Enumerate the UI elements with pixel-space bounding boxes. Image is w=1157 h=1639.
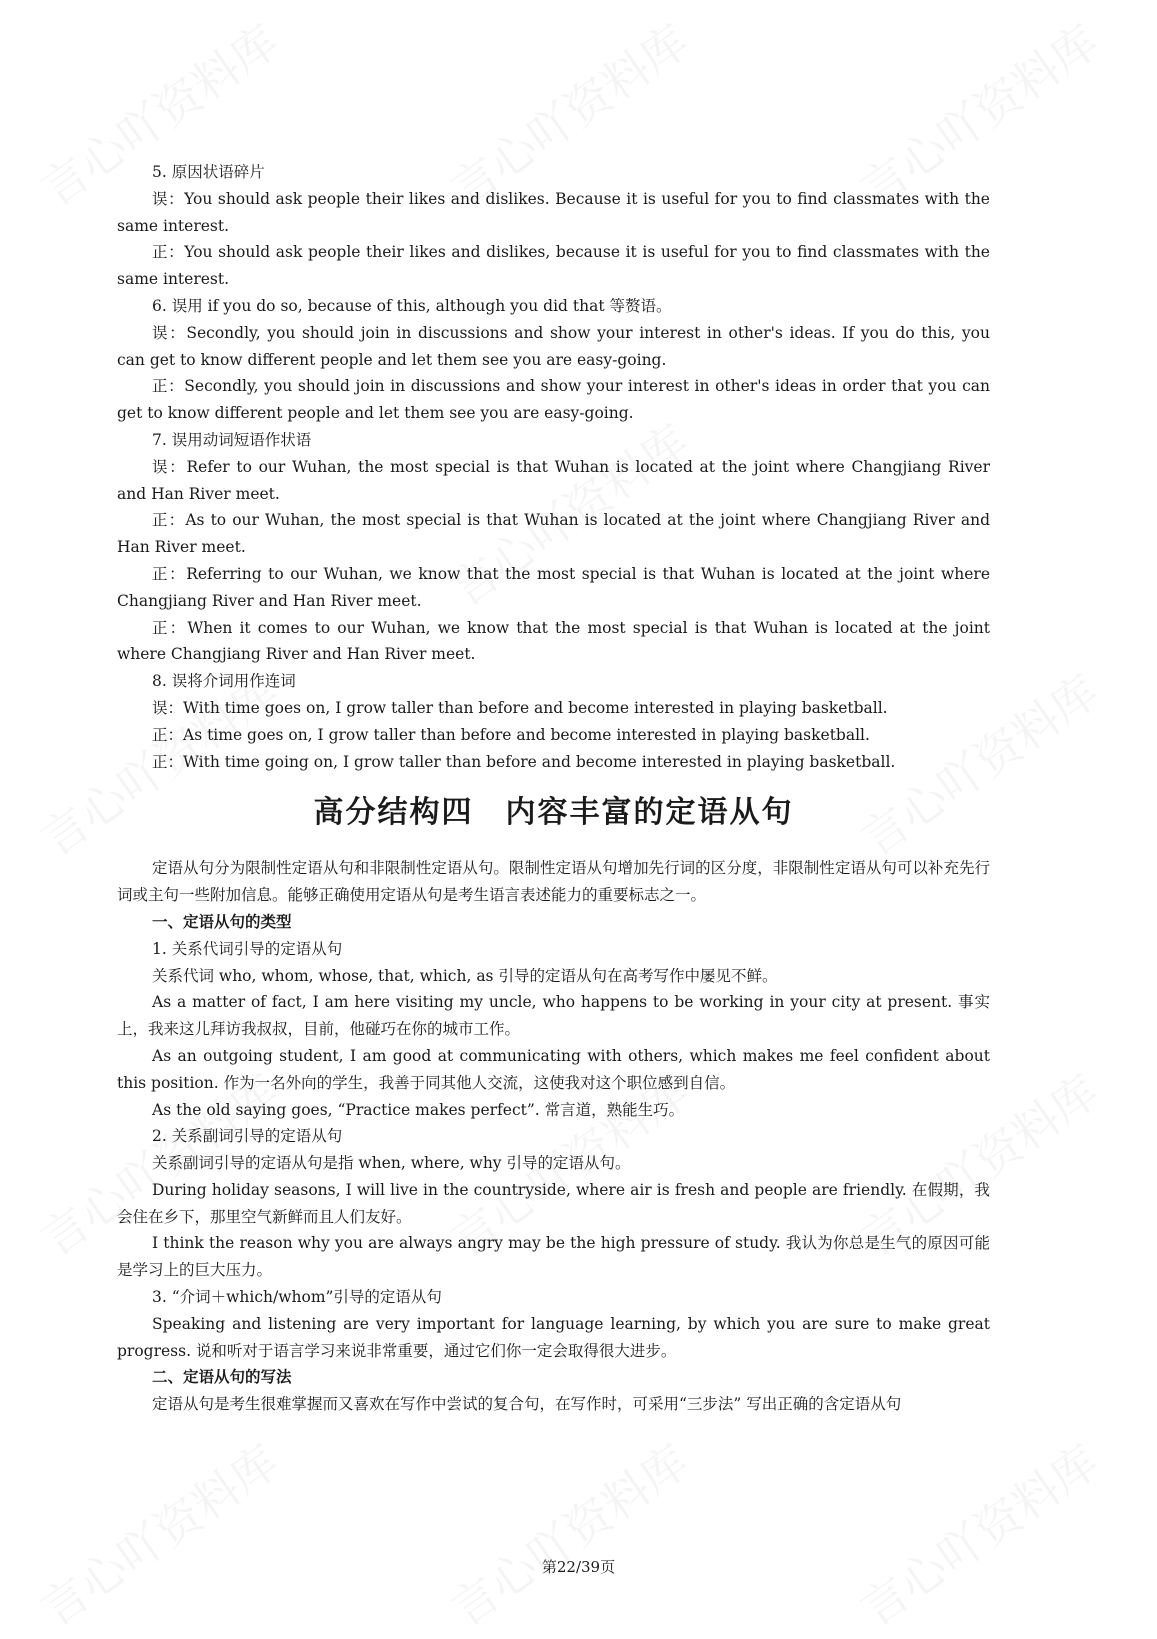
wrong-example: 误：Refer to our Wuhan, the most special is that Wuhan is located at the joint where Changjiang River and Han River meet. (117, 457, 990, 503)
correct-example: 正：Referring to our Wuhan, we know that the most special is that Wuhan is located at the joint where Changjiang River and Han River meet. (117, 564, 990, 610)
example: I think the reason why you are always angry may be the high pressure of study. 我认为你总是生气的原因可能是学习上的巨大压力。 (117, 1234, 990, 1280)
subheading: 7. 误用动词短语作状语 (152, 430, 312, 449)
correct-example: 正：As time goes on, I grow taller than before and become interested in playing basketball. (152, 725, 870, 744)
heading: 二、定语从句的写法 (152, 1367, 292, 1387)
watermark (26, 1427, 290, 1639)
wrong-example: 误：You should ask people their likes and dislikes. Because it is useful for you to find classmates with the same interest. (117, 189, 990, 235)
page-number: 第22/39页 (541, 1558, 616, 1576)
subheading: 1. 关系代词引导的定语从句 (152, 939, 343, 958)
heading: 一、定语从句的类型 (152, 911, 292, 931)
correct-example: 正：With time going on, I grow taller than before and become interested in playing basketball. (152, 752, 896, 771)
example: As a matter of fact, I am here visiting my uncle, who happens to be working in your city at present. 事实上，我来这儿拜访我叔叔，目前，他碰巧在你的城市工作。 (117, 993, 990, 1039)
paragraph: 关系副词引导的定语从句是指 when, where, why 引导的定语从句。 (152, 1154, 631, 1173)
subheading: 8. 误将介词用作连词 (152, 672, 296, 691)
paragraph: 定语从句是考生很难掌握而又喜欢在写作中尝试的复合句，在写作时，可采用“三步法” 写出正确的含定语从句 (152, 1395, 902, 1414)
example: During holiday seasons, I will live in the countryside, where air is fresh and people are friendly. 在假期，我会住在乡下，那里空气新鲜而且人们友好。 (117, 1180, 990, 1226)
example: As an outgoing student, I am good at communicating with others, which makes me feel confident about this position. 作为一名外向的学生，我善于同其他人交流，这使我对这个职位感到自信。 (117, 1046, 990, 1092)
wrong-example: 误：Secondly, you should join in discussions and show your interest in other's ideas. If you do this, you can get to know different people and let them see you are easy-going. (117, 323, 990, 369)
subheading: 3. “介词＋which/whom”引导的定语从句 (152, 1288, 442, 1307)
correct-example: 正：Secondly, you should join in discussions and show your interest in other's ideas in order that you can get to know different people and let them see you are easy-going. (117, 377, 990, 423)
correct-example: 正：You should ask people their likes and dislikes, because it is useful for you to find classmates with the same interest. (117, 243, 990, 289)
subheading: 5. 原因状语碎片 (152, 163, 265, 181)
intro-paragraph: 定语从句分为限制性定语从句和非限制性定语从句。限制性定语从句增加先行词的区分度，非限制性定语从句可以补充先行词或主句一些附加信息。能够正确使用定语从句是考生语言表述能力的重要标志之一。 (117, 859, 990, 905)
correct-example: 正：When it comes to our Wuhan, we know that the most special is that Wuhan is located at the joint where Changjiang River and Han River meet. (117, 618, 990, 664)
example: As the old saying goes, “Practice makes perfect”. 常言道，熟能生巧。 (152, 1100, 685, 1119)
watermark (436, 1427, 700, 1639)
subheading: 2. 关系副词引导的定语从句 (152, 1127, 343, 1146)
document-body (117, 159, 990, 1418)
section-title: 高分结构四 内容丰富的定语从句 (313, 795, 794, 831)
correct-example: 正：As to our Wuhan, the most special is that Wuhan is located at the joint where Changjiang River and Han River meet. (117, 511, 990, 557)
example: Speaking and listening are very important for language learning, by which you are sure to make great progress. 说和听对于语言学习来说非常重要，通过它们你一定会取得很大进步。 (117, 1314, 990, 1360)
subheading: 6. 误用 if you do so, because of this, although you did that 等赘语。 (152, 296, 672, 315)
paragraph: 关系代词 who, whom, whose, that, which, as 引导的定语从句在高考写作中屡见不鲜。 (152, 966, 778, 985)
watermark (846, 1427, 1110, 1639)
wrong-example: 误：With time goes on, I grow taller than before and become interested in playing basketball. (152, 698, 888, 717)
